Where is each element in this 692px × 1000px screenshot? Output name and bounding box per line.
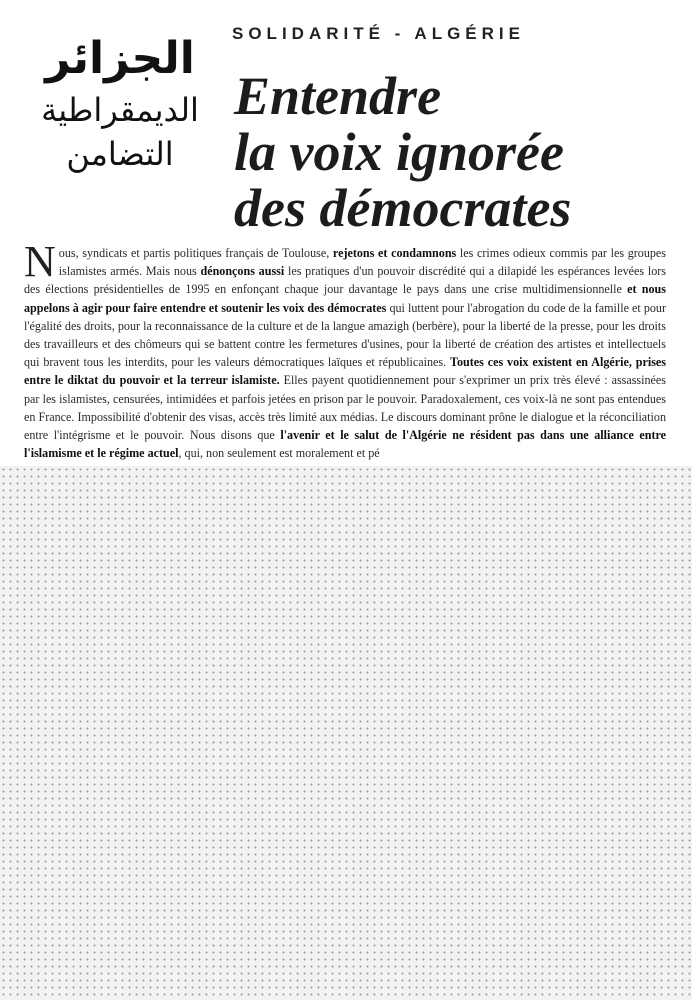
- article-segment: qui luttent pour l'abrogation du code de la famille et pour l'égalité des droits, pour la reconnaissance de la culture et de la langue amazigh (berbère), pour la liberté de la presse, pour les droits des travailleurs et des chômeurs qui se battent contre les fermetures d'usines, pour la liberté de création des artistes et intellectuels qui bravent tous les interdits, pour les valeurs démocratiques laïques et républicaines.: [24, 300, 666, 370]
- article-segment: les pratiques d'un pouvoir discrédité qui a dilapidé les espérances levées lors des élections présidentielles de 1995 en enfonçant chaque jour davantage le pays dans une crise multidimensionnelle: [24, 264, 666, 297]
- arabic-logo: [20, 30, 220, 176]
- arabic-logo-line-2: الديمقراطية: [41, 91, 199, 129]
- headline-line-3: des démocrates: [234, 178, 572, 238]
- drop-cap: N: [24, 244, 56, 286]
- headline: [234, 68, 684, 236]
- article-segment-bold: l'avenir et le salut de l'Algérie ne résident pas dans une alliance entre l'islamisme et le régime actuel: [24, 428, 666, 461]
- article-body: [24, 244, 666, 484]
- article-segment-bold: dénonçons aussi: [200, 264, 285, 279]
- halftone-screen-overlay: [0, 466, 692, 1000]
- arabic-logo-line-1: الجزائر: [45, 33, 195, 84]
- article-segment: les crimes odieux commis par les groupes islamistes armés. Mais nous: [58, 246, 666, 279]
- headline-line-2: la voix ignorée: [234, 122, 564, 182]
- article-segment: Elles payent quotidiennement pour s'exprimer un prix très élevé : assassinées par les islamistes, censurées, intimidées et parfois jetées en prison par le pouvoir. Paradoxalement, ces voix-là ne sont pas entendues en France. Impossibilité d'obtenir des visas, accès très limité aux médias. Le discours dominant prône le dialogue et la réconciliation entre l'intégrisme et le pouvoir. Nous disons que: [24, 373, 666, 443]
- headline-line-1: Entendre: [234, 66, 442, 126]
- section-kicker: SOLIDARITÉ - ALGÉRIE: [232, 24, 525, 43]
- article-segment-bold: rejetons et condamnons: [332, 246, 457, 260]
- article-segment-bold: Toutes ces voix existent en Algérie, prises entre le diktat du pouvoir et la terreur islamiste.: [24, 355, 666, 388]
- article-segment-bold: et nous appelons à agir pour faire entendre et soutenir les voix des démocrates: [24, 282, 666, 315]
- arabic-logo-line-3: التضامن: [66, 135, 174, 173]
- article-segment: ous, syndicats et partis politiques français de Toulouse,: [58, 246, 333, 260]
- article-segment: , qui, non seulement est moralement et pé: [178, 446, 380, 461]
